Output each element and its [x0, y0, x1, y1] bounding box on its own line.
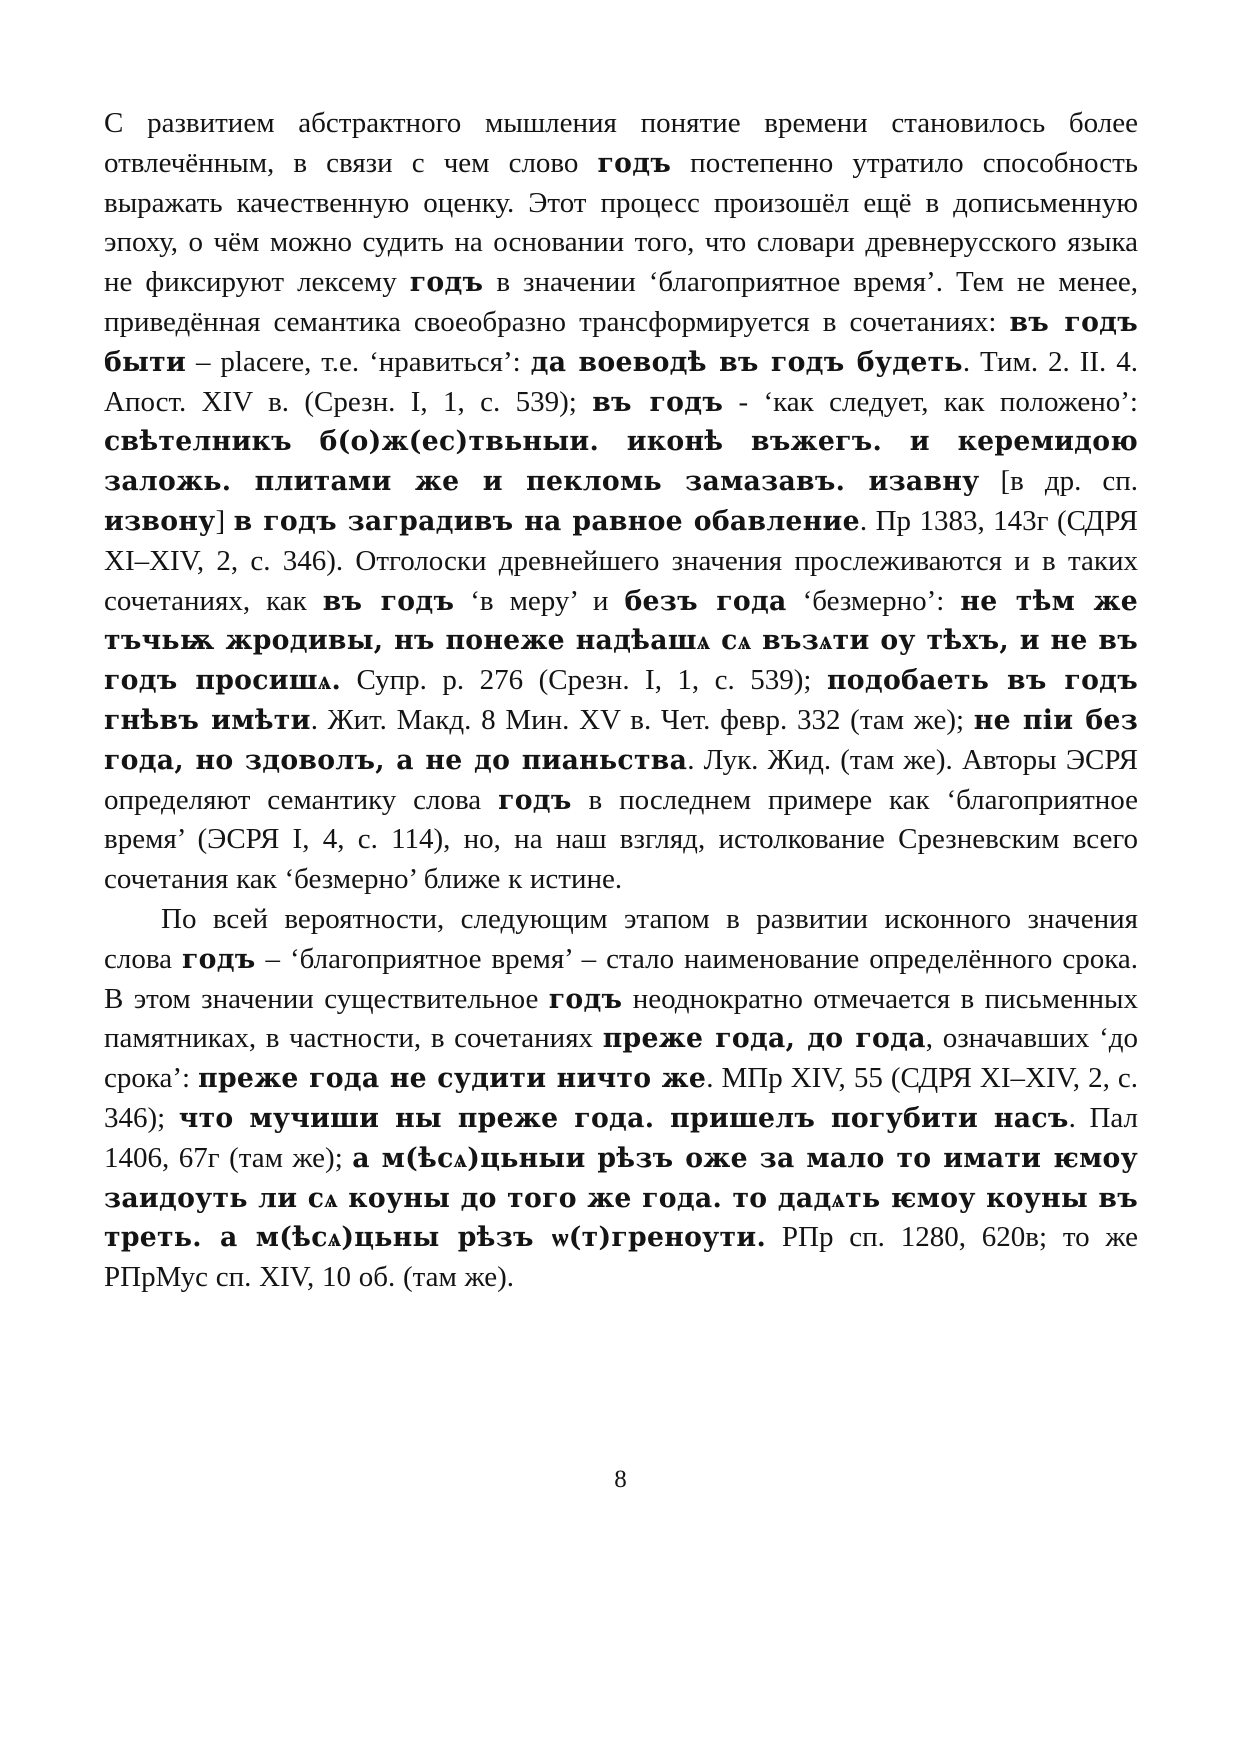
old-slavonic-quote: годъ: [597, 147, 672, 179]
body-text: постепенно утратило способность выражать качественную оценку. Этот процесс произошёл ещё в дописьменную эпоху, о чём можно судить на основании того, что словари древнерусского языка не фиксируют лексему: [104, 146, 1138, 299]
old-slavonic-quote: годъ: [181, 943, 256, 975]
body-text: . Пал 1406, 67г (там же);: [104, 1101, 1138, 1174]
old-slavonic-quote: годъ: [409, 267, 484, 299]
body-text: . МПр XIV, 55 (СДРЯ XI–XIV, 2, с. 346);: [104, 1062, 1138, 1134]
old-slavonic-quote: преже года, до года: [602, 1023, 926, 1055]
old-slavonic-quote: а м(ѣсѧ)цьныи рѣзъ оже за мало то имати ѥмоу заидоуть ли сѧ коуны до того же года. то дадѧть ѥмоу коуны въ треть. а м(ѣсѧ)цьны рѣзъ ѡ(т)греноути.: [104, 1142, 1139, 1254]
old-slavonic-quote: годъ: [498, 784, 572, 816]
paragraph: [104, 900, 1138, 1298]
old-slavonic-quote: въ годъ: [592, 386, 724, 418]
old-slavonic-quote: в годъ заградивъ на равное обавление: [233, 505, 860, 537]
body-text: – placere, т.е. ‘нравиться’:: [186, 345, 531, 378]
old-slavonic-quote: подобаеть въ годъ гнѣвъ имѣти: [104, 665, 1138, 736]
body-text: в значении ‘благоприятное время’. Тем не менее, приведённая семантика своеобразно трансформируется в сочетаниях:: [104, 266, 1138, 338]
paragraph: [104, 104, 1138, 900]
body-text: - ‘как следует, как положено’:: [723, 385, 1138, 418]
body-text: в последнем примере как ‘благоприятное время’ (ЭСРЯ I, 4, с. 114), но, на наш взгляд, истолкование Срезневским всего сочетания как ‘безмерно’ ближе к истине.: [104, 783, 1138, 896]
page-number: 8: [614, 1466, 627, 1493]
old-slavonic-quote: не піи без года, но здоволъ, а не до пианьства: [104, 704, 1139, 776]
old-slavonic-quote: безъ года: [624, 585, 787, 617]
body-text: ‘безмерно’:: [786, 584, 961, 617]
old-slavonic-quote: преже года не судити ничто же: [198, 1063, 707, 1095]
old-slavonic-quote: въ годъ: [322, 585, 455, 617]
old-slavonic-quote: въ годъ быти: [104, 306, 1138, 378]
body-text: . Лук. Жид. (там же). Авторы ЭСРЯ определяют семантику слова: [104, 743, 1138, 816]
body-text: ‘в меру’ и: [454, 584, 625, 617]
body-text: , означавших ‘до срока’:: [104, 1022, 1138, 1095]
body-text: Супр. р. 276 (Срезн. I, 1, с. 539);: [341, 664, 827, 697]
body-text: . Тим. 2. II. 4. Апост. XIV в. (Срезн. I, 1, с. 539);: [104, 345, 1138, 418]
body-text: ]: [215, 504, 234, 537]
body-text: . Жит. Макд. 8 Мин. XV в. Чет. февр. 332 (там же);: [310, 703, 974, 736]
old-slavonic-quote: извону: [104, 505, 216, 537]
body-text: По всей вероятности, следующим этапом в развитии исконного значения слова: [104, 902, 1138, 975]
old-slavonic-quote: да воеводѣ въ годъ будеть: [530, 346, 963, 378]
body-text: РПр сп. 1280, 620в; то же РПрМус сп. XIV, 10 об. (там же).: [104, 1221, 1138, 1294]
old-slavonic-quote: что мучиши ны преже года. пришелъ погубити насъ: [178, 1102, 1069, 1134]
body-text: – ‘благоприятное время’ – стало наименование определённого срока. В этом значении существительное: [104, 942, 1138, 1015]
body-text: неоднократно отмечается в письменных памятниках, в частности, в сочетаниях: [104, 982, 1138, 1055]
old-slavonic-quote: не тѣм же тъчьѭ жродивы, нъ понеже надѣашѧ сѧ възѧти оу тѣхъ, и не въ годъ просишѧ.: [104, 585, 1138, 697]
old-slavonic-quote: свѣтелникъ б(о)ж(ес)твьныи. иконѣ въжегъ. и керемидою заложь. плитами же и пекломь замазавъ. изавну: [104, 426, 1138, 498]
document-body: [104, 104, 1138, 1298]
body-text: С развитием абстрактного мышления понятие времени становилось более отвлечённым, в связи с чем слово: [104, 107, 1138, 179]
old-slavonic-quote: годъ: [548, 983, 623, 1015]
body-text: [в др. сп.: [979, 465, 1138, 498]
body-text: . Пр 1383, 143г (СДРЯ XI–XIV, 2, с. 346). Отголоски древнейшего значения прослеживаются и в таких сочетаниях, как: [104, 504, 1138, 617]
